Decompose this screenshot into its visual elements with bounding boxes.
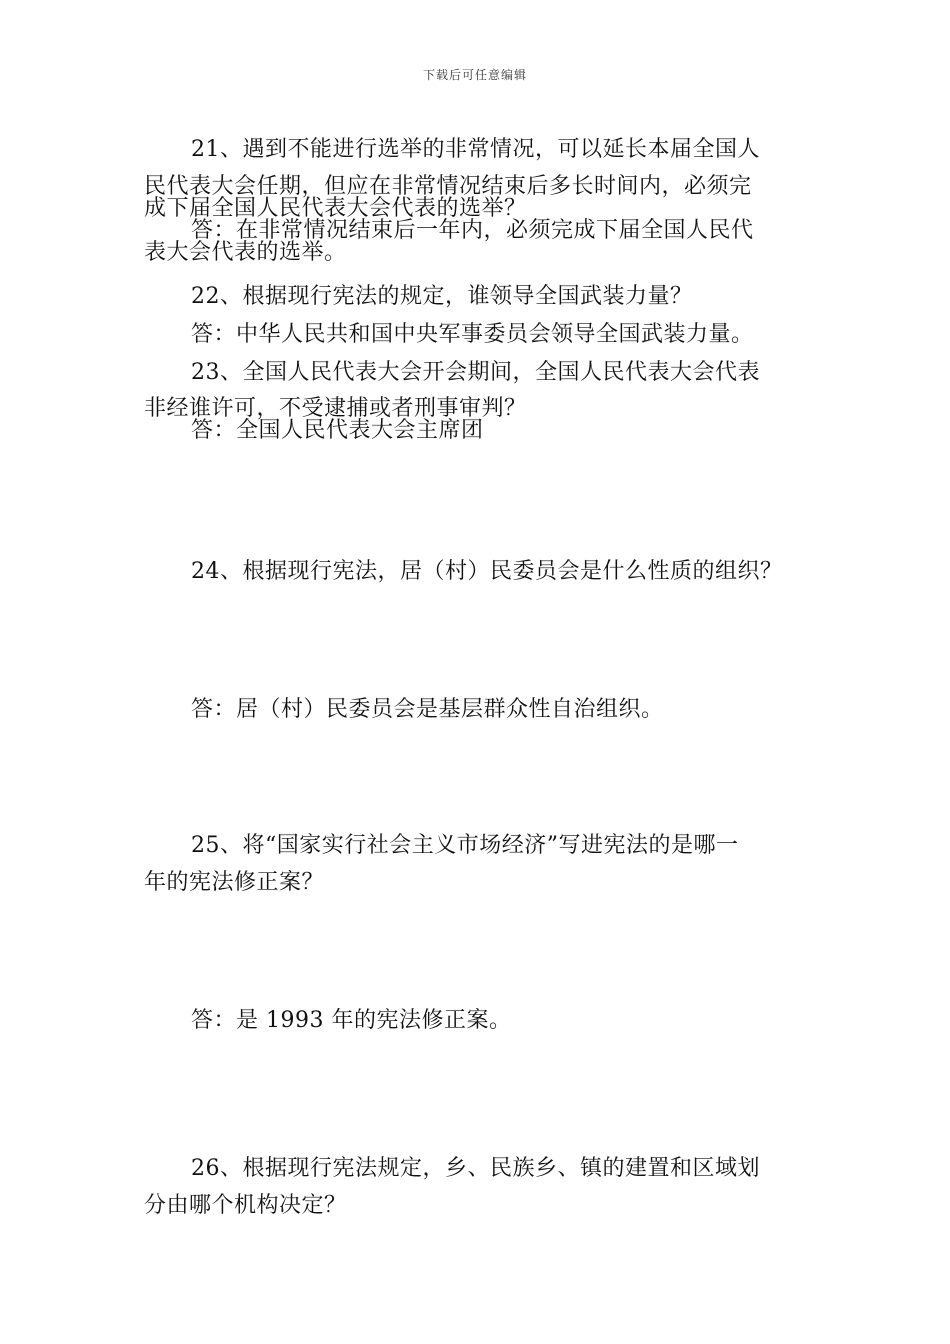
question-26: [144, 1158, 808, 1180]
question-21-line-3: 成下届全国人民代表大会代表的选举？: [144, 196, 527, 221]
answer-24: [144, 699, 808, 721]
answer-22-line-1: 答：中华人民共和国中央军事委员会领导全国武装力量。: [191, 322, 754, 347]
question-22: [144, 286, 808, 308]
answer-22: [144, 324, 808, 346]
question-21-line-2: 民代表大会任期，但应在非常情况结束后多长时间内，必须完: [144, 174, 752, 199]
question-26-line-1: 26、根据现行宪法规定，乡、民族乡、镇的建置和区域划: [191, 1156, 760, 1181]
question-23-continued: [144, 398, 808, 442]
question-26-line-2: 分由哪个机构决定？: [144, 1193, 347, 1218]
answer-25: [144, 1010, 808, 1032]
answer-24-line-1: 答：居（村）民委员会是基层群众性自治组织。: [191, 697, 664, 722]
question-23-line-1: 23、全国人民代表大会开会期间，全国人民代表大会代表: [191, 360, 760, 385]
question-21-continued: [144, 176, 808, 264]
answer-21-line-1: 答：在非常情况结束后一年内，必须完成下届全国人民代: [191, 218, 754, 243]
question-25: [144, 835, 808, 857]
question-25-line-2: 年的宪法修正案？: [144, 870, 325, 895]
question-23-line-2: 非经谁许可，不受逮捕或者刑事审判？: [144, 396, 527, 421]
answer-23-line-1: 答：全国人民代表大会主席团: [191, 418, 484, 443]
question-23: [144, 362, 808, 384]
question-21: [144, 139, 808, 161]
answer-21-line-2: 表大会代表的选举。: [144, 240, 347, 265]
answer-25-line-1: 答：是 1993 年的宪法修正案。: [191, 1008, 512, 1033]
question-24-line-1: 24、根据现行宪法，居（村）民委员会是什么性质的组织？: [191, 559, 783, 584]
question-25-line-1: 25、将“国家实行社会主义市场经济”写进宪法的是哪一: [191, 833, 739, 858]
question-25-continued: [144, 872, 808, 894]
question-24: [144, 561, 808, 583]
page-header: 下载后可任意编辑: [422, 68, 527, 82]
question-22-line-1: 22、根据现行宪法的规定，谁领导全国武装力量？: [191, 284, 693, 309]
question-21-line-1: 21、遇到不能进行选举的非常情况，可以延长本届全国人: [191, 137, 760, 162]
question-26-continued: [144, 1195, 808, 1217]
